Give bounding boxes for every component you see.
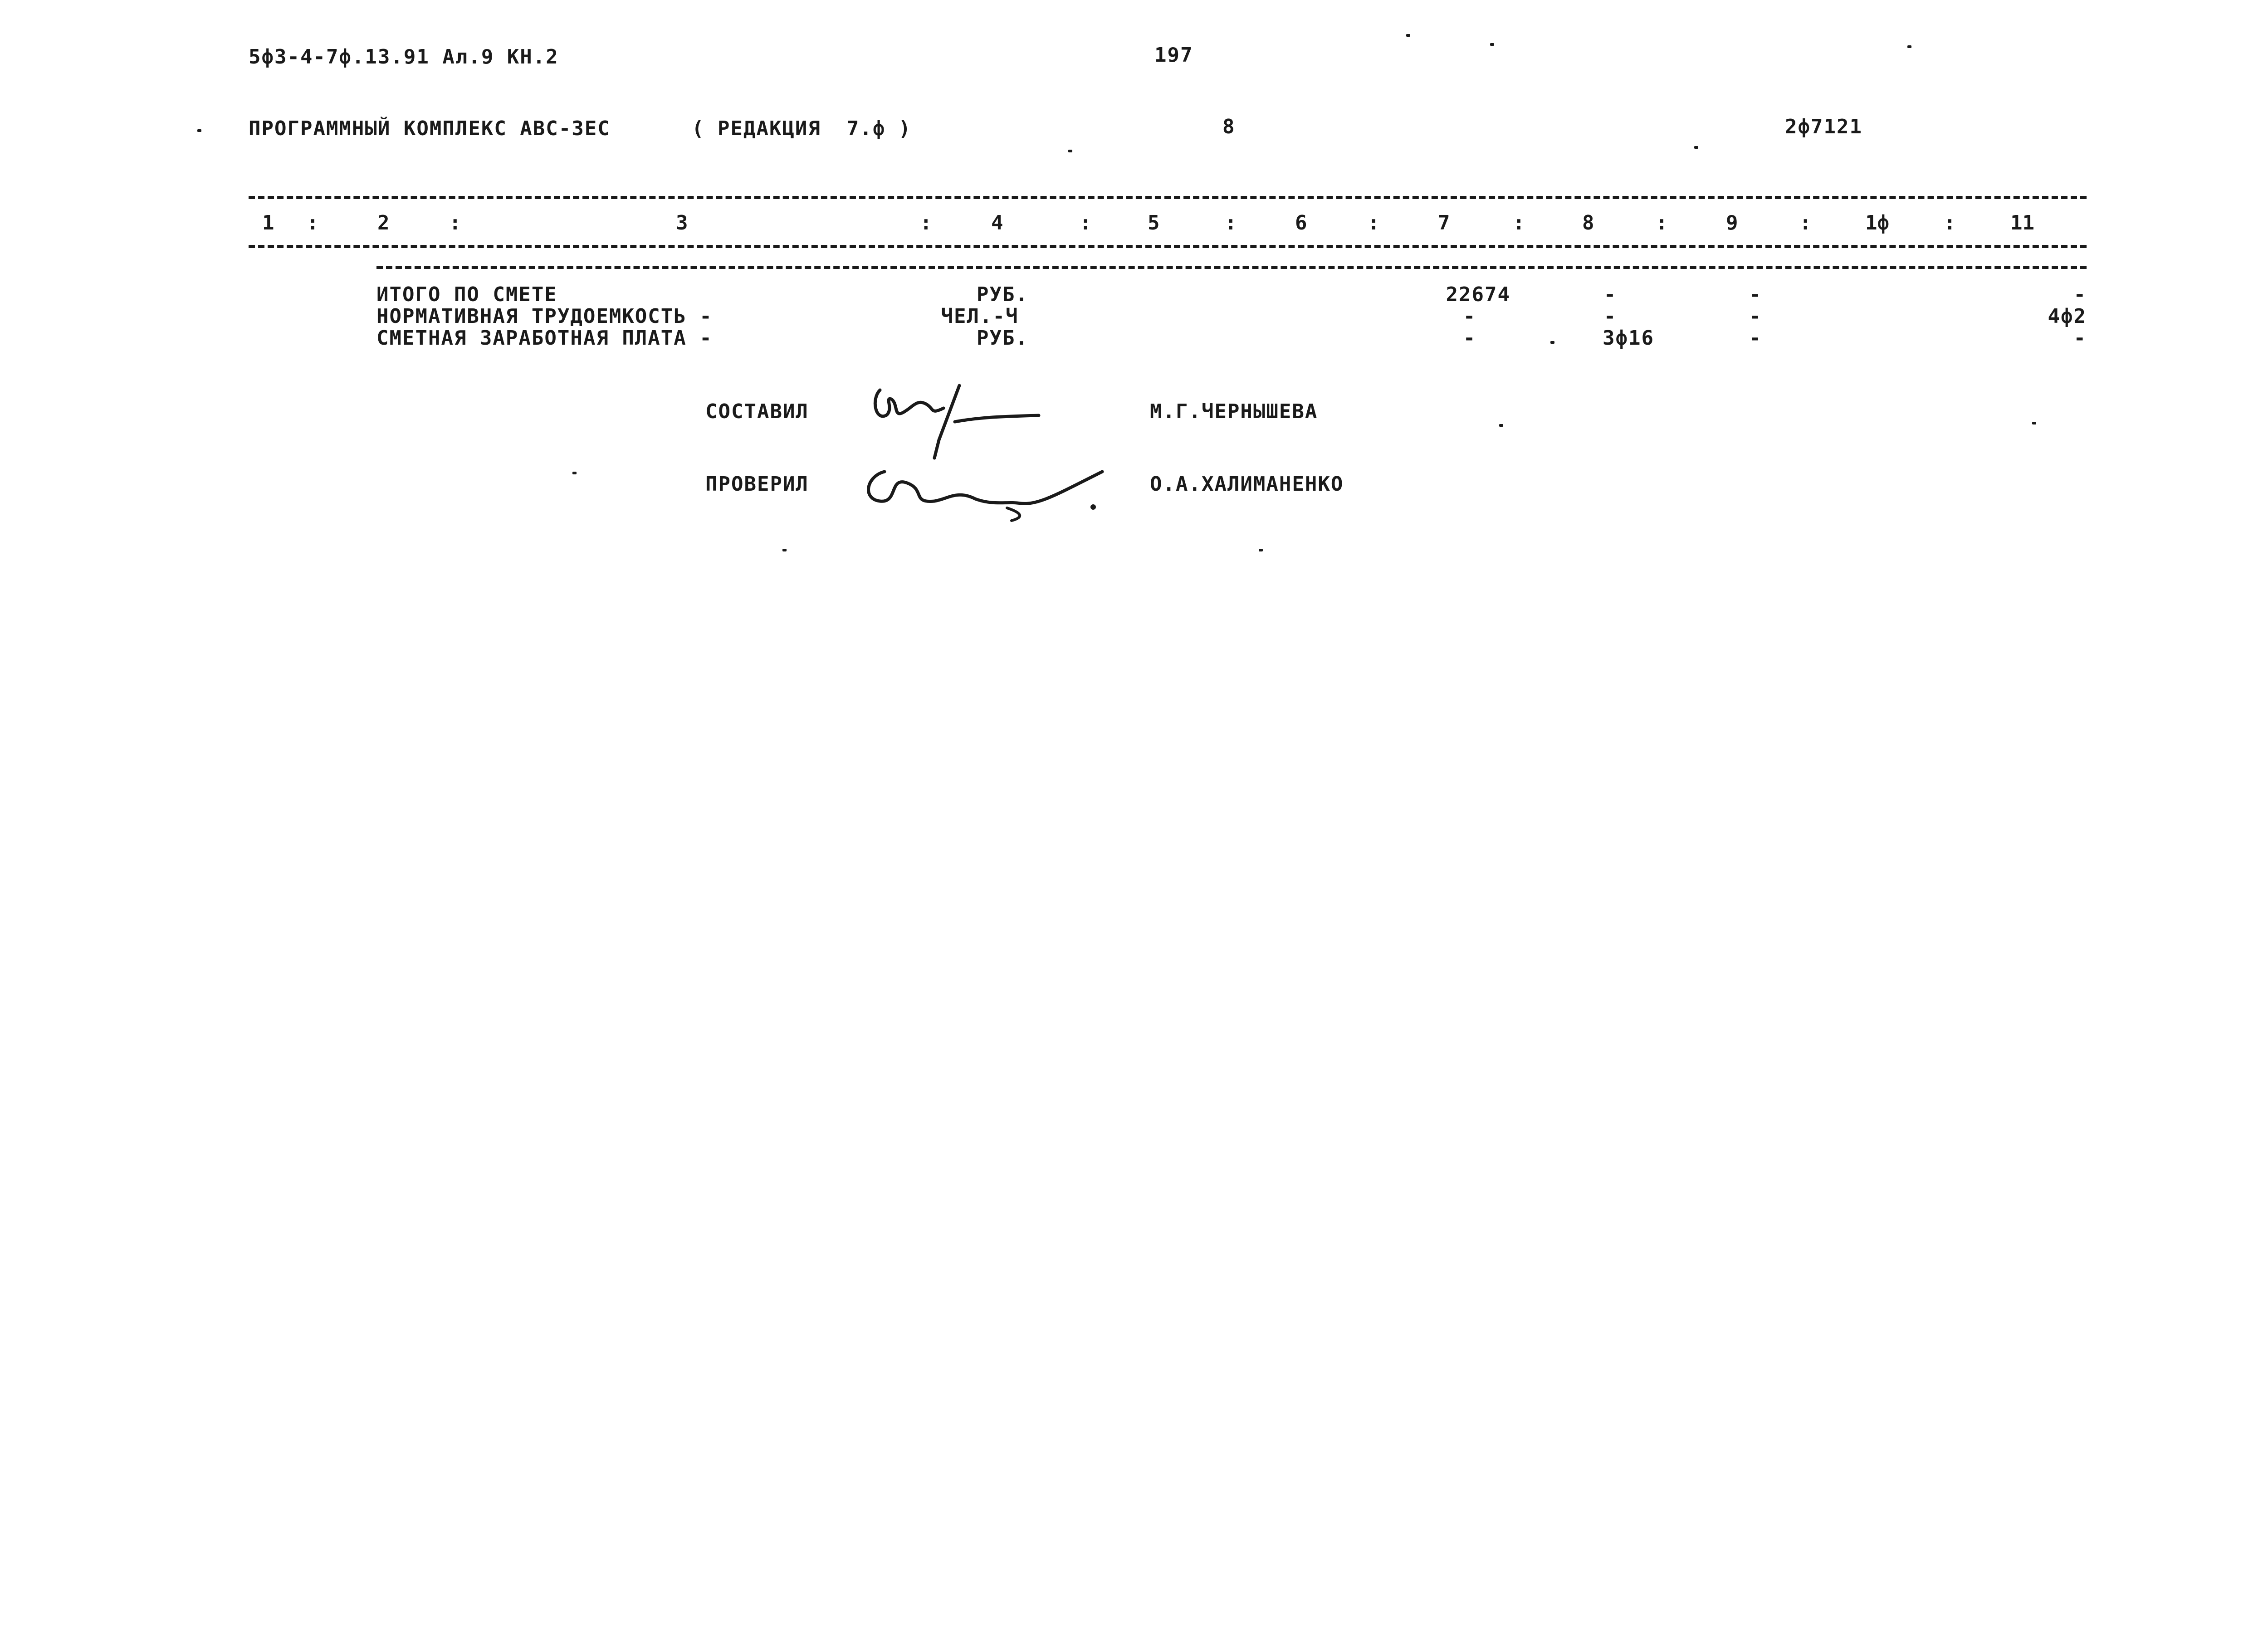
column-separator: : (1944, 211, 1956, 234)
row-unit: РУБ. (977, 283, 1028, 306)
column-separator: : (449, 211, 461, 234)
column-number-7: 7 (1438, 211, 1450, 234)
row-unit: ЧЕЛ.-Ч (941, 305, 1019, 328)
column-separator: : (1799, 211, 1812, 234)
checked-by-name: О.А.ХАЛИМАНЕНКО (1150, 473, 1344, 496)
sheet-number: 8 (1222, 115, 1236, 138)
column-number-8: 8 (1582, 211, 1594, 234)
row-col8: - (1603, 305, 1617, 328)
scan-speck (1259, 549, 1263, 551)
row-col7: - (1463, 327, 1476, 350)
compiled-by-label: СОСТАВИЛ (705, 400, 809, 423)
column-separator: : (920, 211, 932, 234)
row-col11: - (2073, 327, 2087, 350)
scan-speck (572, 472, 577, 474)
column-number-10: 1ф (1865, 211, 1889, 234)
edition-label: ( РЕДАКЦИЯ 7.ф ) (692, 117, 912, 140)
row-label: ИТОГО ПО СМЕТЕ (376, 283, 557, 306)
page-number: 197 (1154, 44, 1193, 67)
row-col9: - (1749, 305, 1762, 328)
header-bottom-rule (249, 245, 2087, 248)
column-number-1: 1 (262, 211, 274, 234)
column-separator: : (1513, 211, 1525, 234)
checked-signature (857, 458, 1111, 522)
row-col7: 22674 (1446, 283, 1510, 306)
row-col9: - (1749, 327, 1762, 350)
row-col8: - (1603, 283, 1617, 306)
column-number-6: 6 (1295, 211, 1307, 234)
column-number-5: 5 (1148, 211, 1160, 234)
checked-by-label: ПРОВЕРИЛ (705, 473, 809, 496)
column-number-3: 3 (676, 211, 688, 234)
scan-speck (1694, 146, 1698, 149)
column-separator: : (1656, 211, 1668, 234)
scan-speck (197, 129, 201, 132)
scan-speck (2032, 422, 2036, 424)
column-number-4: 4 (991, 211, 1003, 234)
scan-speck (1068, 150, 1072, 152)
document-code: 5ф3-4-7ф.13.91 Ал.9 КН.2 (249, 45, 559, 68)
scan-speck (1907, 45, 1911, 48)
column-number-2: 2 (377, 211, 390, 234)
compiled-by-name: М.Г.ЧЕРНЫШЕВА (1150, 400, 1318, 423)
document-id-code: 2ф7121 (1785, 115, 1862, 138)
totals-top-rule (376, 266, 2087, 269)
row-col7: - (1463, 305, 1476, 328)
scan-speck (1406, 34, 1410, 37)
row-col11: 4ф2 (2048, 305, 2087, 328)
column-separator: : (1368, 211, 1380, 234)
row-col9: - (1749, 283, 1762, 306)
column-separator: : (1225, 211, 1237, 234)
scan-speck (782, 549, 787, 551)
column-separator: : (1080, 211, 1092, 234)
program-title: ПРОГРАММНЫЙ КОМПЛЕКС АВС-3ЕС (249, 117, 611, 140)
compiled-signature (866, 372, 1048, 463)
header-top-rule (249, 196, 2087, 199)
column-number-11: 11 (2010, 211, 2034, 234)
column-separator: : (307, 211, 319, 234)
scan-speck (1550, 341, 1554, 344)
column-number-9: 9 (1726, 211, 1738, 234)
row-unit: РУБ. (977, 327, 1028, 350)
row-label: СМЕТНАЯ ЗАРАБОТНАЯ ПЛАТА - (376, 327, 713, 350)
row-col8: 3ф16 (1603, 327, 1654, 350)
scan-speck (1499, 424, 1503, 427)
row-col11: - (2073, 283, 2087, 306)
row-label: НОРМАТИВНАЯ ТРУДОЕМКОСТЬ - (376, 305, 713, 328)
scan-speck (1490, 43, 1494, 46)
